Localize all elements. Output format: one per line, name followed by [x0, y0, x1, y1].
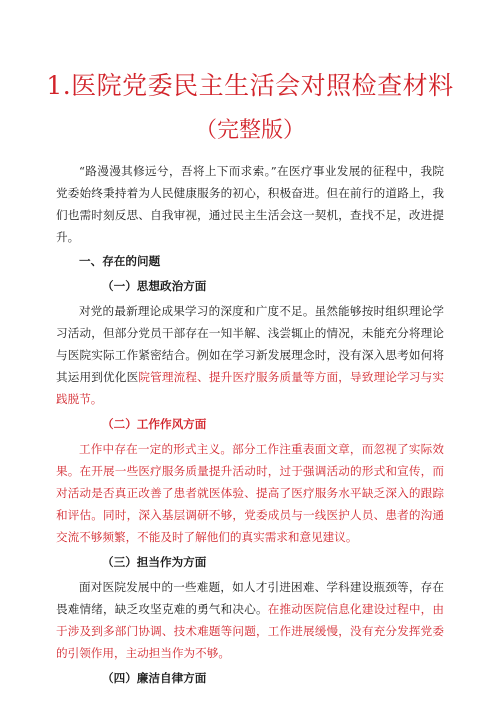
- intro-paragraph: “路漫漫其修远兮，吾将上下而求索。”在医疗事业发展的征程中，我院党委始终秉持着为人民健康服务的初心，积极奋进。但在前行的道路上，我们也需时刻反思、自我审视，通过民主生活会这一契机，查找不足，改进提升。: [56, 164, 444, 244]
- document-subtitle: （完整版）: [194, 118, 305, 143]
- subsection-heading-responsibility: （三）担当作为方面: [102, 555, 207, 569]
- paragraph-responsibility: [56, 576, 444, 664]
- paragraph-ideology: [56, 300, 444, 410]
- paragraph-responsibility-text: 面对医院发展中的一些难题，如人才引进困难、学科建设瓶颈等，存在畏难情绪，缺乏攻坚克难的勇气和决心。: [56, 580, 444, 616]
- section-heading-problems: 一、存在的问题: [79, 254, 161, 268]
- paragraph-work-style: 工作中存在一定的形式主义。部分工作注重表面文章，而忽视了实际效果。在开展一些医疗服务质量提升活动时，过于强调活动的形式和宣传，而对活动是否真正改善了患者就医体验、提高了医疗服务水平缺乏深入的跟踪和评估。同时，深入基层调研不够，党委成员与一线医护人员、患者的沟通交流不够频繁，不能及时了解他们的真实需求和意见建议。: [56, 442, 444, 544]
- paragraph-responsibility-highlight: 在推动医院信息化建设过程中，由于涉及到多部门协调、技术难题等问题，工作进展缓慢，没有充分发挥党委的引领作用，主动担当作为不够。: [56, 602, 444, 660]
- subsection-heading-ideology: （一）思想政治方面: [102, 279, 207, 293]
- paragraph-ideology-highlight: 院管理流程、提升医疗服务质量等方面，导致理论学习与实践脱节。: [56, 370, 444, 406]
- document-title: 1.医院党委民主生活会对照检查材料: [46, 71, 454, 100]
- paragraph-ideology-text: 对党的最新理论成果学习的深度和广度不足。虽然能够按时组织理论学习活动，但部分党员干部存在一知半解、浅尝辄止的情况，未能充分将理论与医院实际工作紧密结合。例如在学习新发展理念时，没有深入思考如何将其运用到优化医: [56, 304, 444, 384]
- subsection-heading-integrity: （四）廉洁自律方面: [102, 671, 207, 685]
- document-body: [56, 160, 444, 692]
- subsection-heading-work-style: （二）工作作风方面: [102, 417, 207, 431]
